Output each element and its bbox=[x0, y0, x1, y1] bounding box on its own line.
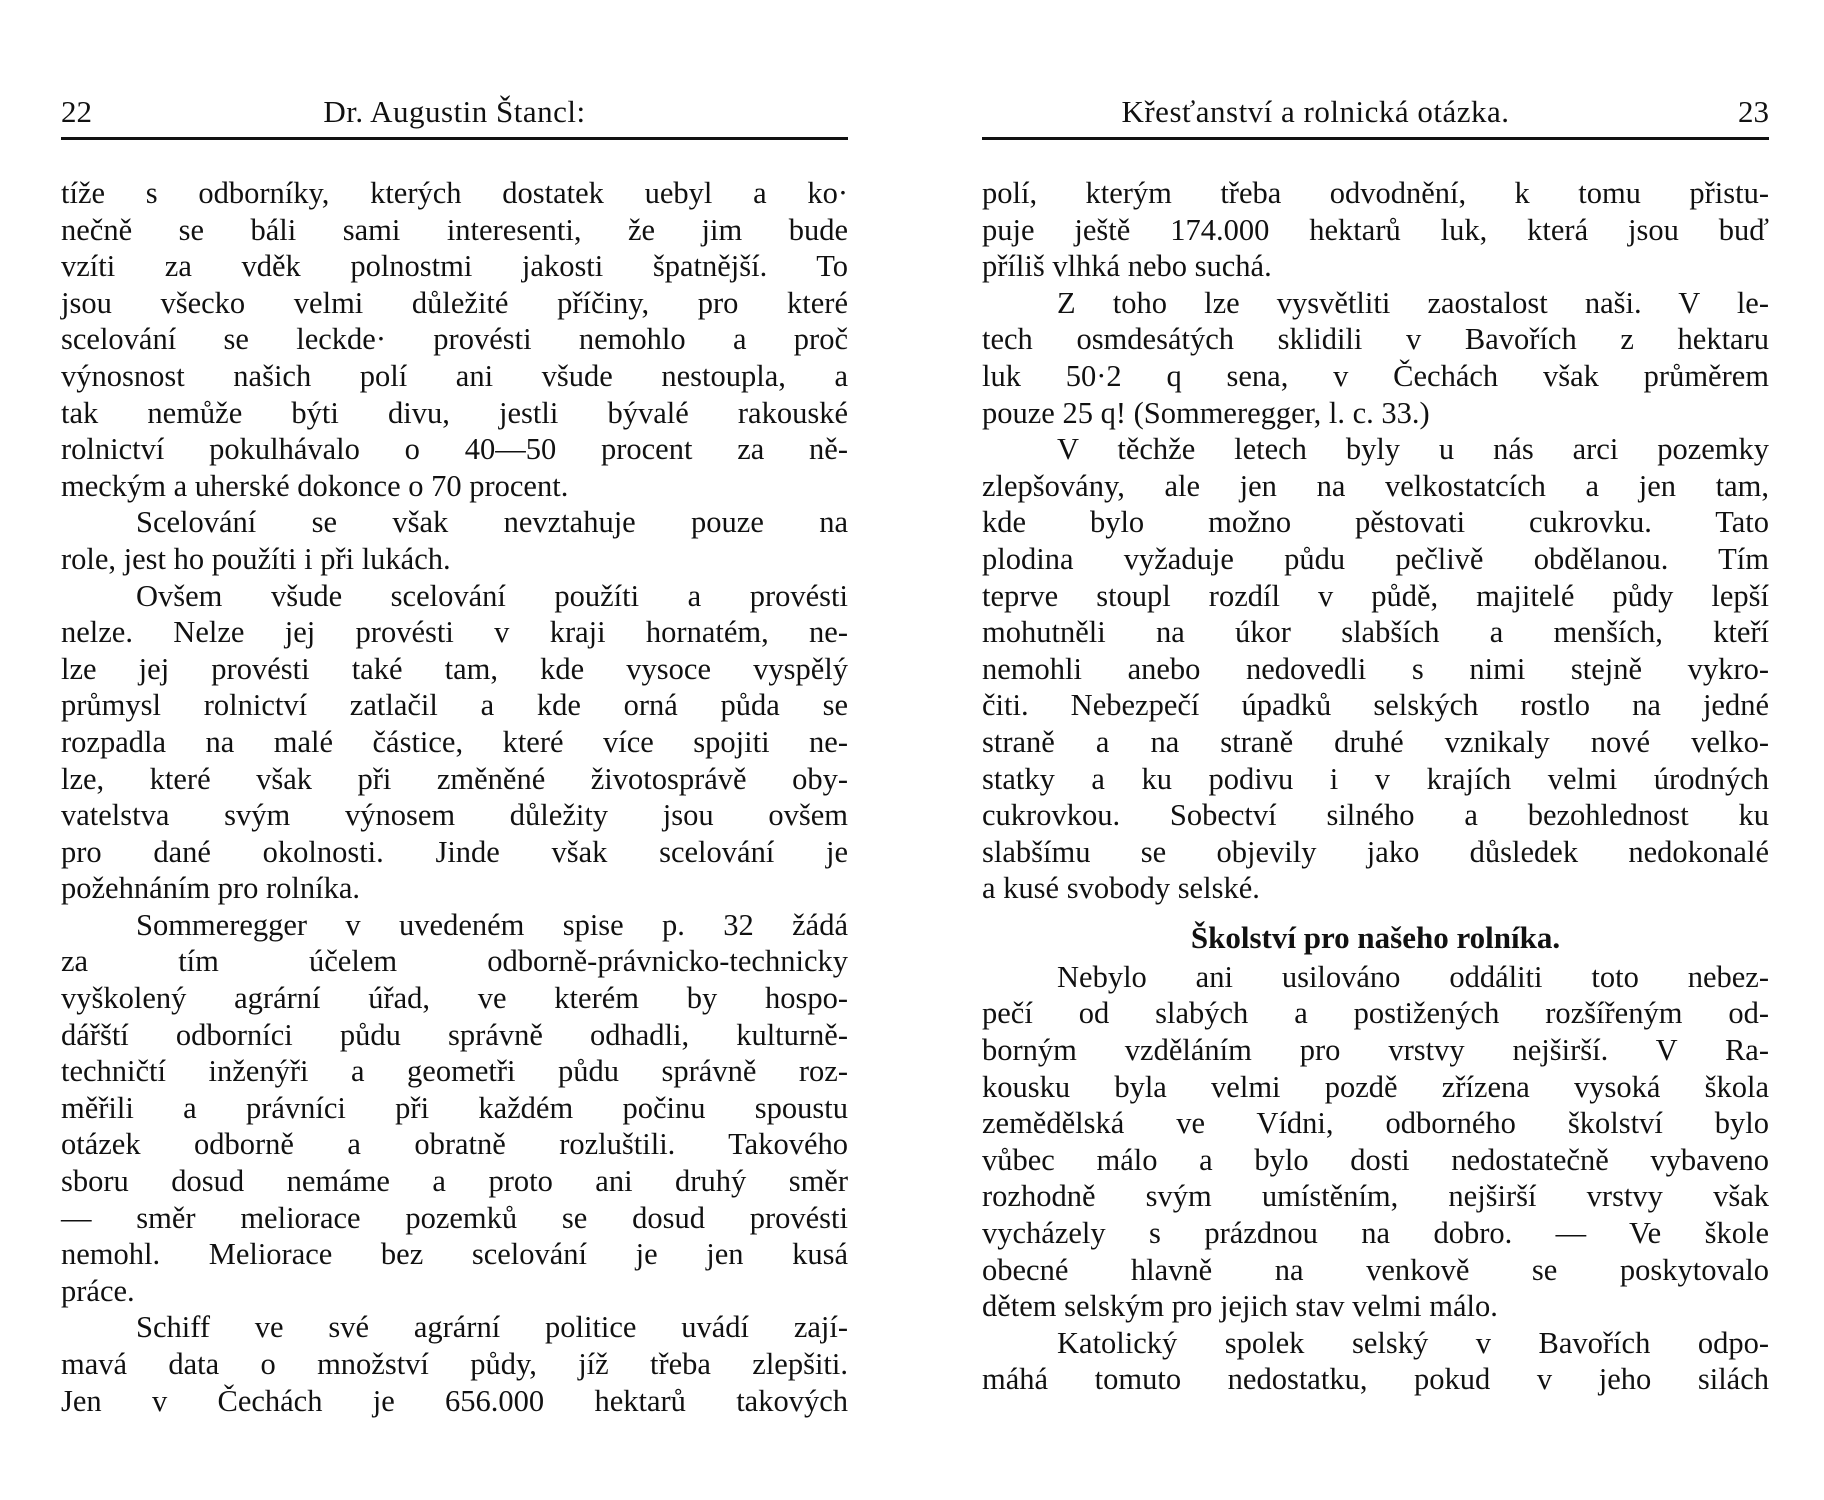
text-line: V těchže letech byly u nás arci pozemky bbox=[1057, 432, 1769, 467]
paragraph bbox=[61, 1309, 848, 1419]
header-rule bbox=[982, 137, 1769, 140]
text-line: příliš vlhká nebo suchá. bbox=[982, 249, 1272, 284]
page-number: 22 bbox=[61, 94, 92, 129]
text-line: dětem selským pro jejich stav velmi málo. bbox=[982, 1289, 1498, 1324]
paragraph bbox=[982, 175, 1769, 285]
text-line: za tím účelem odborně-právnicko-technicky bbox=[61, 944, 848, 979]
text-line: Ovšem všude scelování použíti a provésti bbox=[136, 578, 848, 613]
text-line: rolnictví pokulhávalo o 40—50 procent za ně- bbox=[61, 432, 848, 467]
paragraph bbox=[982, 431, 1769, 907]
text-line: statky a ku podivu i v krajích velmi úrodných bbox=[982, 761, 1769, 796]
text-line: průmysl rolnictví zatlačil a kde orná půda se bbox=[61, 688, 848, 723]
text-line: obecné hlavně na venkově se poskytovalo bbox=[982, 1252, 1769, 1287]
text-line: Z toho lze vysvětliti zaostalost naši. V le- bbox=[1057, 285, 1769, 320]
text-line: slabšímu se objevily jako důsledek nedokonalé bbox=[982, 834, 1769, 869]
text-line: meckým a uherské dokonce o 70 procent. bbox=[61, 468, 569, 503]
text-line: výnosnost našich polí ani všude nestoupla, a bbox=[61, 358, 848, 393]
page-header bbox=[61, 92, 848, 132]
text-line: tech osmdesátých sklidili v Bavořích z hektaru bbox=[982, 322, 1769, 357]
text-line: mavá data o množství půdy, jíž třeba zlepšiti. bbox=[61, 1347, 848, 1381]
page-number: 23 bbox=[1738, 94, 1769, 129]
text-line: práce. bbox=[61, 1273, 135, 1308]
page-body bbox=[61, 175, 848, 1419]
text-line: dářští odborníci půdu správně odhadli, kulturně- bbox=[61, 1017, 848, 1052]
text-line: vyškolený agrární úřad, ve kterém by hospo- bbox=[61, 981, 848, 1016]
text-line: pečí od slabých a postižených rozšířeným od- bbox=[982, 996, 1769, 1031]
page-header bbox=[982, 92, 1769, 132]
section-heading: Školství pro našeho rolníka. bbox=[1190, 919, 1561, 955]
text-line: nelze. Nelze jej provésti v kraji hornatém, ne- bbox=[61, 615, 848, 650]
text-line: zlepšovány, ale jen na velkostatcích a jen tam, bbox=[982, 468, 1769, 503]
text-line: kde bylo možno pěstovati cukrovku. Tato bbox=[982, 505, 1769, 540]
text-line: role, jest ho použíti i při lukách. bbox=[61, 541, 451, 576]
text-line: vůbec málo a bylo dosti nedostatečně vybaveno bbox=[982, 1142, 1769, 1177]
text-line: měřili a právníci při každém počinu spoustu bbox=[61, 1090, 848, 1125]
paragraph bbox=[982, 1325, 1769, 1398]
text-line: vycházely s prázdnou na dobro. — Ve škole bbox=[982, 1216, 1769, 1251]
text-line: máhá tomuto nedostatku, pokud v jeho silách bbox=[982, 1362, 1769, 1397]
text-line: otázek odborně a obratně rozluštili. Takového bbox=[61, 1127, 848, 1162]
paragraph bbox=[61, 175, 848, 504]
text-line: cukrovkou. Sobectví silného a bezohlednost ku bbox=[982, 798, 1769, 833]
text-line: tíže s odborníky, kterých dostatek uebyl a ko· bbox=[61, 176, 848, 210]
text-line: straně a na straně druhé vznikaly nové velko- bbox=[982, 724, 1769, 759]
text-line: požehnáním pro rolníka. bbox=[61, 871, 360, 906]
text-line: mohutněli na úkor slabších a menších, kteří bbox=[982, 615, 1769, 650]
text-line: pouze 25 q! (Sommeregger, l. c. 33.) bbox=[982, 395, 1430, 430]
text-line: jsou všecko velmi důležité příčiny, pro které bbox=[61, 285, 848, 320]
text-line: a kusé svobody selské. bbox=[982, 871, 1260, 906]
text-line: tak nemůže býti divu, jestli bývalé rakouské bbox=[61, 395, 848, 430]
page-body bbox=[982, 175, 1769, 1398]
text-line: Nebylo ani usilováno oddáliti toto nebez- bbox=[1057, 959, 1769, 994]
text-line: Sommeregger v uvedeném spise p. 32 žádá bbox=[136, 907, 848, 942]
text-line: vzíti za vděk polnostmi jakosti špatnější. To bbox=[61, 249, 848, 284]
text-line: Scelování se však nevztahuje pouze na bbox=[136, 505, 848, 540]
text-line: pro dané okolnosti. Jinde však scelování je bbox=[61, 834, 848, 869]
text-line: nečně se báli sami interesenti, že jim bude bbox=[61, 212, 848, 247]
text-line: kousku byla velmi pozdě zřízena vysoká škola bbox=[982, 1069, 1769, 1104]
running-head: Křesťanství a rolnická otázka. bbox=[1121, 94, 1510, 129]
text-line: — směr meliorace pozemků se dosud provésti bbox=[61, 1200, 848, 1235]
text-line: techničtí inženýři a geometři půdu správně roz- bbox=[61, 1054, 848, 1089]
header-rule bbox=[61, 137, 848, 140]
text-line: scelování se leckde· provésti nemohlo a proč bbox=[61, 322, 848, 357]
paragraph bbox=[982, 959, 1769, 1325]
text-line: rozhodně svým umístěním, nejširší vrstvy však bbox=[982, 1179, 1769, 1214]
text-line: teprve stoupl rozdíl v půdě, majitelé půdy lepší bbox=[982, 578, 1769, 613]
text-line: nemohli anebo nedovedli s nimi stejně vykro- bbox=[982, 651, 1769, 686]
text-line: polí, kterým třeba odvodnění, k tomu přistu- bbox=[982, 176, 1769, 210]
text-line: luk 50·2 q sena, v Čechách však průměrem bbox=[982, 358, 1769, 393]
text-line: čiti. Nebezpečí úpadků selských rostlo na jedné bbox=[982, 688, 1769, 723]
text-line: rozpadla na malé částice, které více spojiti ne- bbox=[61, 724, 848, 759]
paragraph bbox=[61, 578, 848, 907]
text-line: plodina vyžaduje půdu pečlivě obdělanou. Tím bbox=[982, 541, 1769, 576]
text-line: sboru dosud nemáme a proto ani druhý směr bbox=[61, 1164, 848, 1199]
paragraph bbox=[982, 285, 1769, 431]
text-line: lze, které však při změněné životosprávě oby- bbox=[61, 761, 848, 796]
text-line: Katolický spolek selský v Bavořích odpo- bbox=[1057, 1325, 1769, 1360]
text-line: vatelstva svým výnosem důležity jsou ovšem bbox=[61, 798, 848, 833]
text-line: puje ještě 174.000 hektarů luk, která jsou buď bbox=[982, 212, 1769, 247]
text-line: borným vzděláním pro vrstvy nejširší. V Ra- bbox=[982, 1033, 1769, 1068]
text-line: zemědělská ve Vídni, odborného školství bylo bbox=[982, 1106, 1769, 1141]
text-line: nemohl. Meliorace bez scelování je jen kusá bbox=[61, 1237, 848, 1272]
paragraph bbox=[61, 504, 848, 577]
text-line: lze jej provésti také tam, kde vysoce vyspělý bbox=[61, 651, 848, 686]
paragraph bbox=[61, 907, 848, 1310]
running-head: Dr. Augustin Štancl: bbox=[323, 94, 586, 129]
text-line: Schiff ve své agrární politice uvádí zají- bbox=[136, 1310, 848, 1345]
text-line: Jen v Čechách je 656.000 hektarů takových bbox=[61, 1383, 848, 1418]
